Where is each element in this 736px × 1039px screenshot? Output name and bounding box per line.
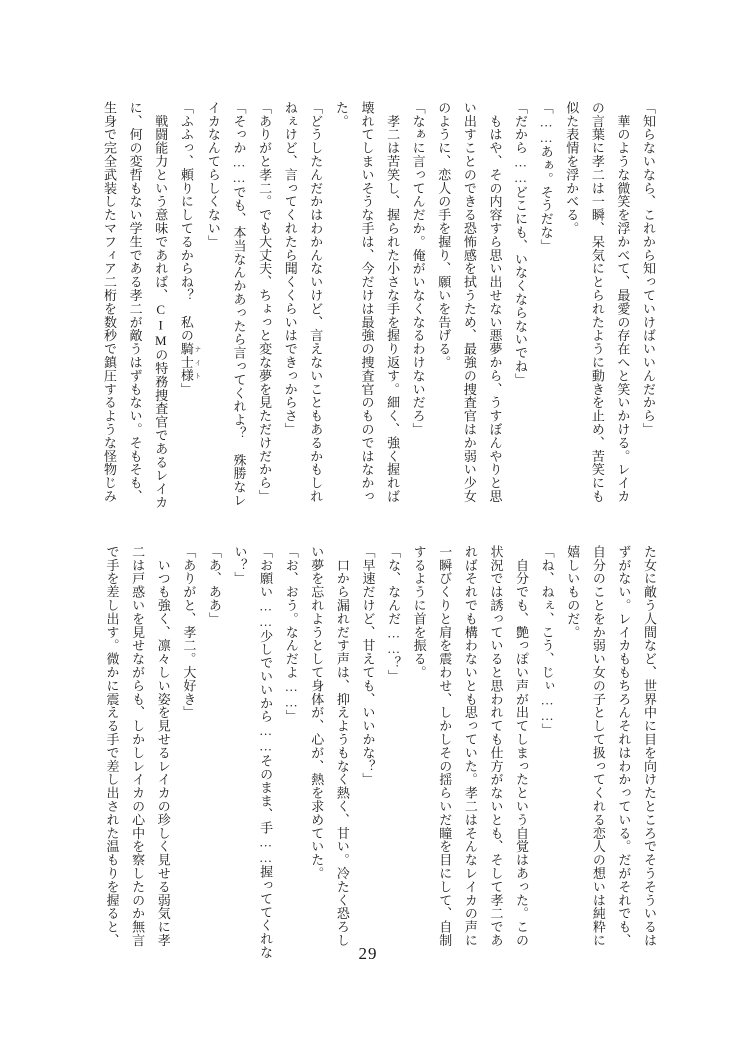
text-column: するように首を振る。 [411,545,427,679]
ruby-text: ナイト [193,342,201,383]
text-column: 二は戸惑いを見せながらも、しかしレイカの心中を察したのか無言 [130,545,146,947]
text-column: 戦闘能力という意味であれば、CIMの特務捜査官であるレイカ [153,101,169,509]
text-column: 一瞬びくりと肩を震わせ、しかしその揺らいだ瞳を目にして、自制 [437,545,453,947]
text-column: ればそれでも構わないとも思っていた。孝二はそんなレイカの声に [462,545,478,947]
text-column: 「お、おう。なんだよ……」 [283,545,299,724]
text-column: 「なぁに言ってんだか。俺がいなくなるわけないだろ」 [410,101,426,436]
ruby-base: 騎士様 [178,342,194,383]
text-column: 「ありがと、孝二。大好き」 [181,545,197,720]
ruby-post-text: 」 [178,382,194,396]
text-column: イカなんてらしくない」 [205,101,221,249]
text-column: 「お願い……少しでいいから……そのまま、手……握っててくれな [258,545,274,959]
text-block-bottom [99,545,662,957]
text-column: 「……あぁ。そうだな」 [538,101,554,253]
text-column: 華のような微笑を浮かべて、最愛の存在へと笑いかける。レイカ [615,101,631,503]
text-column: い出すことのできる恐怖感を拭うため、最強の捜査官はか弱い少女 [461,101,477,503]
text-column: いつも強く、凛々しい姿を見せるレイカの珍しく見せる弱気に孝 [155,545,171,947]
page-number: 29 [358,944,378,963]
text-column: 「知らないなら、これから知っていけばいいんだから」 [641,101,656,436]
text-column: 自分のことをか弱い女の子として扱ってくれる恋人の想いは純粋に [590,545,606,947]
text-column: で手を差し出す。微かに震える手で差し出された温もりを握ると、 [104,545,120,947]
text-column: 「早速だけど、甘えても、いいかな？」 [360,545,376,787]
ruby-pre-text: 「ふふっ、頼りにしてるからね？ 私の [178,101,194,343]
text-column: 嬉しいものだ。 [565,545,581,639]
text-column: 壊れてしまいそうな手は、今だけは最強の捜査官のものではなかっ [359,101,375,503]
text-column: 状況では誘っていると思われても仕方がないとも、そして孝二であ [488,545,504,947]
text-column: のように、恋人の手を握り、願いを告げる。 [436,101,452,369]
text-column: た。 [333,101,349,128]
text-column: もはや、その内容すら思い出せない悪夢から、うすぼんやりと思 [487,101,503,503]
text-column: 「な、なんだ……？」 [386,545,402,683]
text-column: 「ね、ねぇ、こう、じぃ……」 [539,545,555,737]
text-column: ねぇけど、言ってくれたら聞くくらいはできっからさ」 [282,101,298,436]
text-column [173,101,200,513]
text-column: 口から漏れだす声は、抑えようもなく熱く、甘い。冷たく恐ろし [334,545,350,947]
text-column: 「だから……どこにも、いなくならないでね」 [513,101,529,387]
text-column: 「ありがと孝二。でも大丈夫、ちょっと変な夢を見ただけだから」 [257,101,273,503]
ruby-annotation [178,342,201,383]
text-column: 「どうしたんだかはわかんないけど、言えないこともあるかもしれ [308,101,324,503]
text-column: い夢を忘れようとして身体が、心が、熱を求めていた。 [309,545,325,880]
text-column: の言葉に孝二は一瞬、呆気にとられたように動きを止め、苦笑にも [589,101,605,503]
text-column: 似た表情を浮かべる。 [564,101,580,235]
text-column: 自分でも、艶っぽい声が出てしまったという自覚はあった。この [514,545,530,947]
text-column: い？」 [232,545,248,586]
text-column: た女に敵う人間など、世界中に目を向けたところでそうそういるは [642,545,657,947]
text-column: 生身で完全武装したマフィア二桁を数秒で鎮圧するような怪物じみ [102,101,118,503]
text-column: ずがない。レイカももちろんそれはわかっている。だがそれでも、 [616,545,632,947]
text-column: 「そっか……でも、本当なんかあったら言ってくれよ？ 殊勝なレ [231,101,247,507]
text-column: に、何の変哲もない学生である孝二が敵うはずもない。そもそも、 [127,101,143,503]
text-column: 「あ、ああ」 [206,545,222,626]
text-column: 孝二は苦笑し、握られた小さな手を握り返す。細く、強く握れば [385,101,401,503]
text-block-top [96,101,661,513]
